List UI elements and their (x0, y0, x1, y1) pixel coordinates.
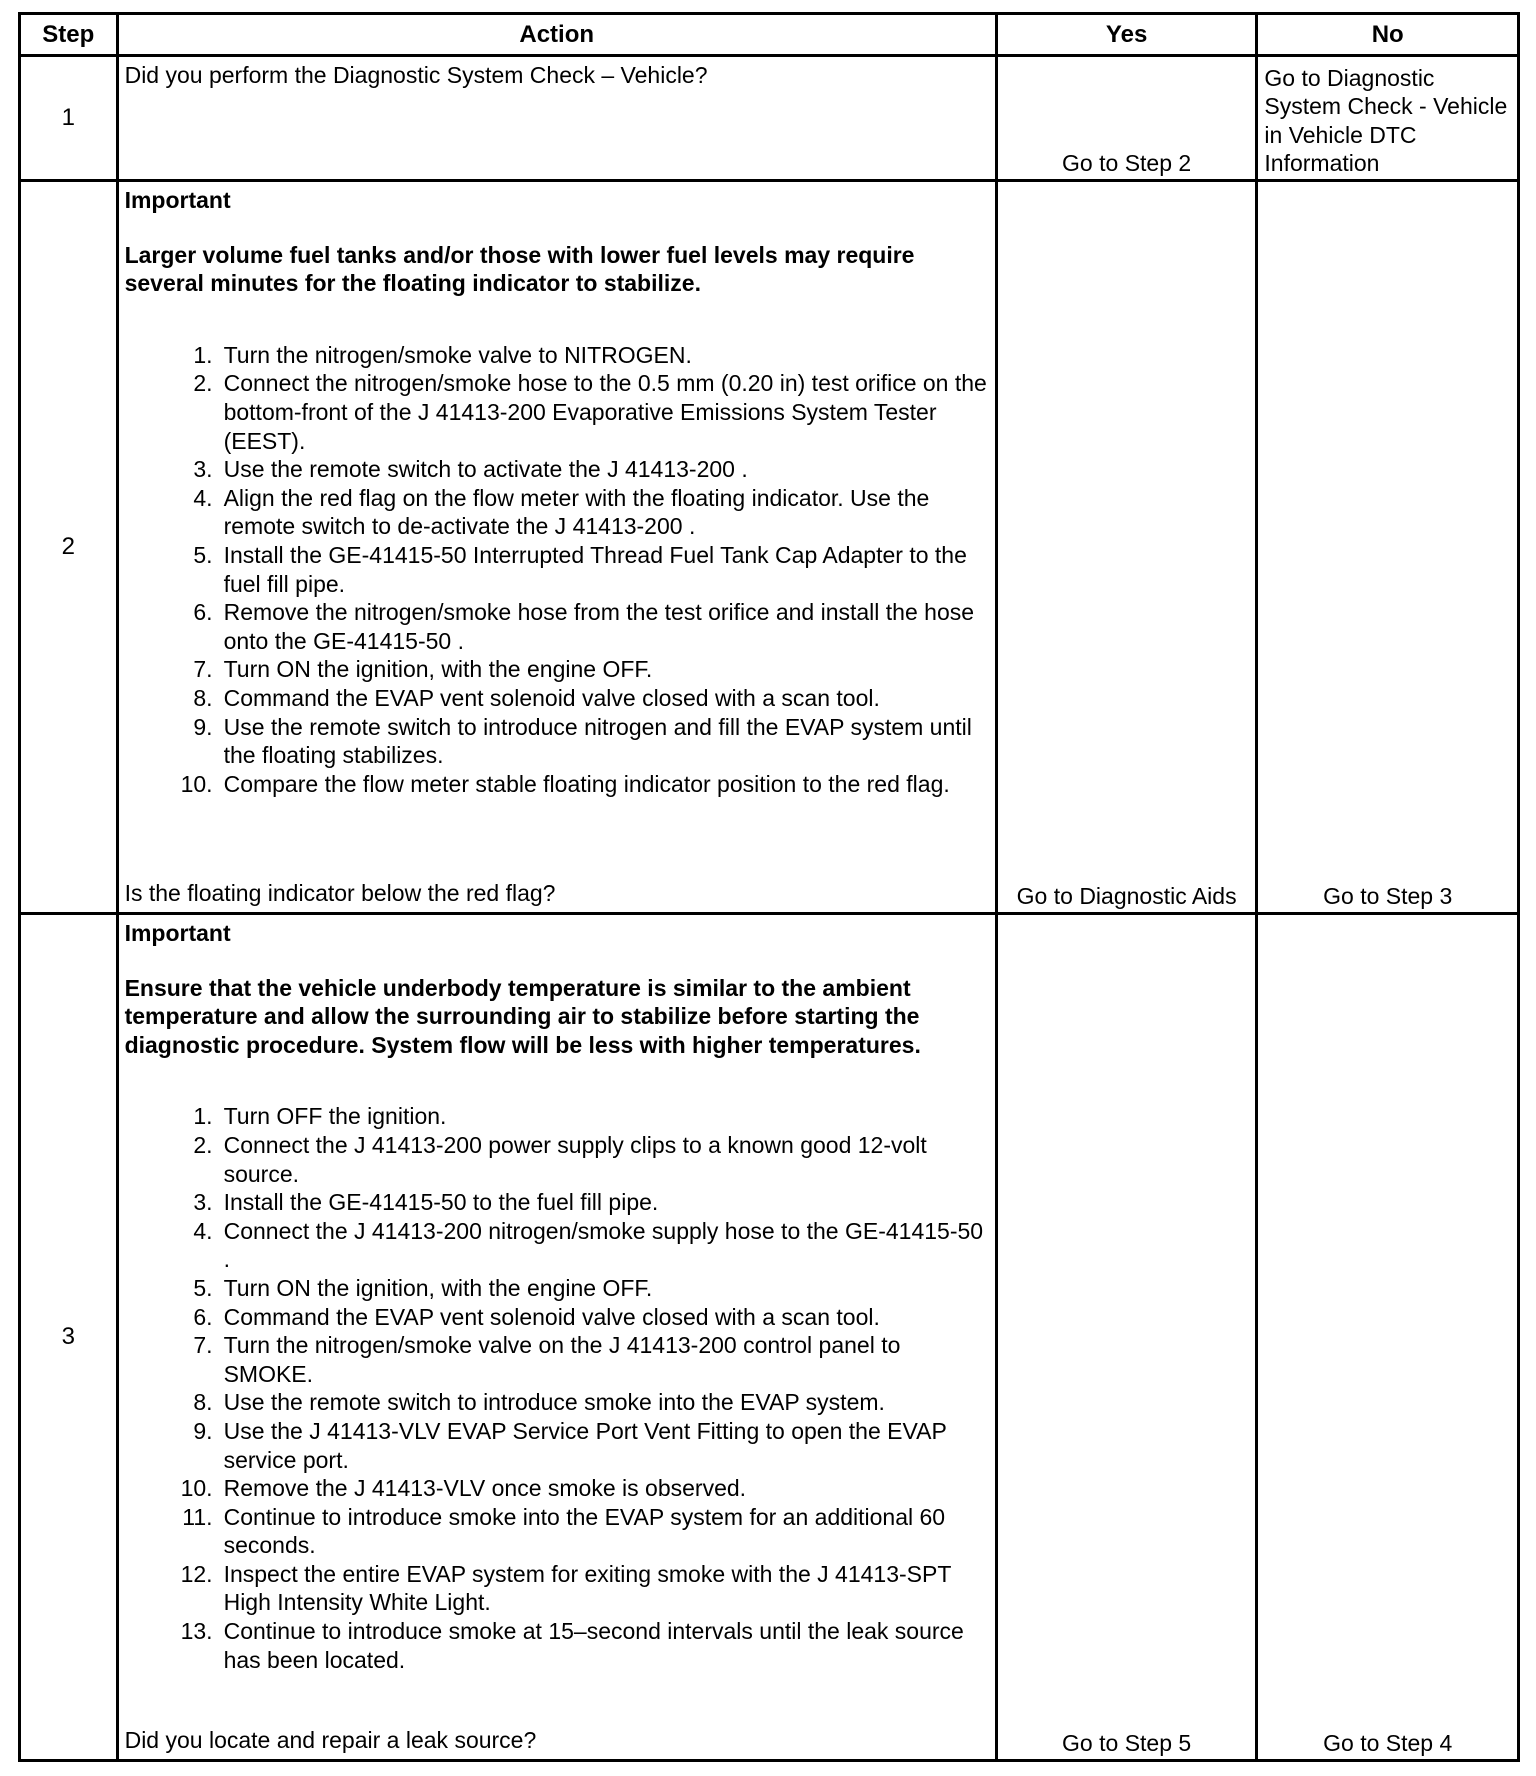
question-text: Did you locate and repair a leak source? (124, 1727, 537, 1754)
action-cell (117, 181, 996, 914)
list-item (125, 1131, 989, 1188)
list-item (125, 1303, 989, 1332)
list-item-text: Connect the J 41413-200 power supply clips to a known good 12-volt source. (223, 1131, 927, 1187)
list-item (125, 1560, 989, 1617)
list-item-number: 13. (180, 1618, 213, 1645)
diagnostic-table (18, 12, 1520, 1762)
list-item (125, 1274, 989, 1303)
header-action: Action (117, 14, 996, 56)
no-result: Go to Diagnostic System Check - Vehicle in Vehicle DTC Information (1257, 56, 1519, 181)
list-item-text: Remove the nitrogen/smoke hose from the test orifice and install the hose onto the GE-41415-50 . (223, 599, 975, 654)
list-item-number: 8. (193, 684, 213, 711)
list-item-number: 9. (193, 713, 213, 740)
list-item-number: 3. (193, 456, 213, 483)
list-item-number: 1. (193, 1103, 213, 1130)
list-item-number: 10. (180, 770, 213, 797)
list-item-number: 10. (180, 1475, 213, 1502)
step-number: 1 (20, 56, 118, 181)
list-item-text: Connect the J 41413-200 nitrogen/smoke supply hose to the GE-41415-50 . (223, 1217, 984, 1273)
list-item-text: Continue to introduce smoke at 15–second intervals until the leak source has been located. (223, 1618, 964, 1673)
list-item (125, 684, 989, 713)
list-item (125, 341, 989, 370)
procedure-list (125, 1102, 989, 1674)
list-item-number: 7. (193, 1332, 213, 1359)
list-item-text: Turn the nitrogen/smoke valve on the J 41413-200 control panel to SMOKE. (223, 1332, 901, 1387)
list-item-text: Use the remote switch to introduce smoke into the EVAP system. (223, 1389, 885, 1416)
no-result: Go to Step 4 (1257, 914, 1519, 1761)
no-result: Go to Step 3 (1257, 181, 1519, 914)
header-yes: Yes (996, 14, 1257, 56)
yes-result: Go to Diagnostic Aids (996, 181, 1257, 914)
header-no: No (1257, 14, 1519, 56)
list-item-text: Inspect the entire EVAP system for exiting smoke with the J 41413-SPT High Intensity White Light. (223, 1560, 951, 1616)
table-row (20, 56, 1519, 181)
list-item-number: 4. (193, 484, 213, 511)
list-item (125, 1388, 989, 1417)
list-item-text: Turn ON the ignition, with the engine OFF. (223, 656, 653, 683)
list-item (125, 369, 989, 455)
list-item-number: 2. (193, 370, 213, 397)
list-item (125, 655, 989, 684)
table-row (20, 914, 1519, 1761)
list-item (125, 1617, 989, 1674)
question-text: Did you perform the Diagnostic System Check – Vehicle? (124, 62, 708, 88)
list-item-text: Turn OFF the ignition. (223, 1103, 447, 1130)
list-item-number: 2. (193, 1131, 213, 1158)
list-item-text: Command the EVAP vent solenoid valve closed with a scan tool. (223, 1303, 880, 1330)
step-number: 2 (20, 181, 118, 914)
step-number: 3 (20, 914, 118, 1761)
list-item-text: Use the remote switch to introduce nitrogen and fill the EVAP system until the floating stabilizes. (223, 713, 972, 769)
header-row (20, 14, 1519, 56)
list-item-text: Align the red flag on the flow meter with the floating indicator. Use the remote switch to de-activate the J 41413-200 . (223, 484, 930, 540)
header-step: Step (20, 14, 118, 56)
list-item-text: Remove the J 41413-VLV once smoke is observed. (223, 1475, 747, 1502)
list-item-number: 9. (193, 1417, 213, 1444)
list-item-number: 6. (193, 1303, 213, 1330)
list-item (125, 1102, 989, 1131)
yes-result: Go to Step 2 (996, 56, 1257, 181)
list-item (125, 1474, 989, 1503)
important-label: Important (124, 187, 231, 213)
action-cell (117, 914, 996, 1761)
list-item (125, 1417, 989, 1474)
list-item (125, 1188, 989, 1217)
list-item-number: 12. (180, 1560, 213, 1587)
list-item-text: Install the GE-41415-50 to the fuel fill pipe. (223, 1189, 659, 1216)
important-label: Important (124, 920, 231, 946)
list-item (125, 541, 989, 598)
list-item (125, 598, 989, 655)
list-item-number: 8. (193, 1389, 213, 1416)
list-item-number: 3. (193, 1189, 213, 1216)
list-item-number: 5. (193, 541, 213, 568)
list-item-text: Connect the nitrogen/smoke hose to the 0.5 mm (0.20 in) test orifice on the bottom-front of the J 41413-200 Evaporative Emissions System Tester (EEST). (223, 370, 987, 454)
list-item (125, 713, 989, 770)
list-item-text: Command the EVAP vent solenoid valve closed with a scan tool. (223, 684, 880, 711)
list-item-text: Turn the nitrogen/smoke valve to NITROGEN. (223, 341, 692, 368)
list-item (125, 455, 989, 484)
list-item-text: Use the J 41413-VLV EVAP Service Port Vent Fitting to open the EVAP service port. (223, 1417, 947, 1473)
procedure-list (125, 341, 989, 799)
list-item (125, 1217, 989, 1274)
list-item-number: 5. (193, 1274, 213, 1301)
action-cell (117, 56, 996, 181)
question-text: Is the floating indicator below the red flag? (124, 880, 556, 907)
list-item (125, 1331, 989, 1388)
list-item (125, 770, 989, 799)
yes-result: Go to Step 5 (996, 914, 1257, 1761)
important-note: Larger volume fuel tanks and/or those with lower fuel levels may require several minutes for the floating indicator to stabilize. (124, 241, 915, 297)
list-item (125, 484, 989, 541)
list-item-number: 7. (193, 656, 213, 683)
list-item-number: 1. (193, 341, 213, 368)
list-item-number: 4. (193, 1217, 213, 1244)
list-item-text: Compare the flow meter stable floating indicator position to the red flag. (223, 770, 950, 797)
list-item-text: Continue to introduce smoke into the EVAP system for an additional 60 seconds. (223, 1503, 946, 1559)
list-item-text: Turn ON the ignition, with the engine OFF. (223, 1274, 653, 1301)
list-item-text: Use the remote switch to activate the J 41413-200 . (223, 456, 748, 483)
list-item (125, 1503, 989, 1560)
list-item-number: 11. (182, 1503, 213, 1530)
list-item-number: 6. (193, 599, 213, 626)
list-item-text: Install the GE-41415-50 Interrupted Thread Fuel Tank Cap Adapter to the fuel fill pipe. (223, 541, 967, 597)
table-row (20, 181, 1519, 914)
important-note: Ensure that the vehicle underbody temperature is similar to the ambient temperature and allow the surrounding air to stabilize before starting the diagnostic procedure. System flow will be less with higher temperatures. (124, 974, 921, 1058)
